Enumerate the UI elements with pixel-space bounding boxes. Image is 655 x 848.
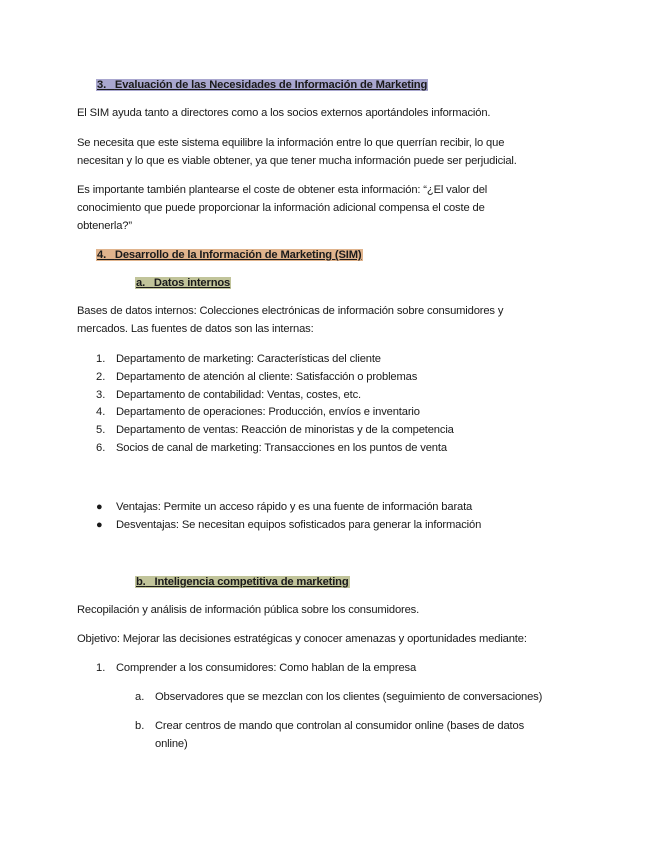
sublist-item: Crear centros de mando que controlan al consumidor online (bases de datos [155,720,525,732]
section-4-heading [96,246,363,264]
paragraph: El SIM ayuda tanto a directores como a los socios externos aportándoles información. [77,107,491,119]
list-number: 2. [96,371,106,383]
paragraph: conocimiento que puede proporcionar la información adicional compensa el coste de [77,202,485,214]
section-4a-heading [135,274,231,292]
section-4a-number: a. [136,277,146,289]
list-item: Departamento de ventas: Reacción de minoristas y de la competencia [116,424,454,436]
paragraph: obtenerla?” [77,220,132,232]
section-4-highlight [96,249,363,261]
paragraph: Es importante también plantearse el coste de obtener esta información: “¿El valor del [77,184,488,196]
bullet-icon: ● [96,501,103,513]
list-item: Ventajas: Permite un acceso rápido y es una fuente de información barata [116,501,473,513]
section-4a-highlight [135,277,231,289]
section-4a-title: Datos internos [153,277,231,289]
section-3-title: Evaluación de las Necesidades de Información de Marketing [114,79,428,91]
sublist-item-continuation: online) [155,738,188,750]
sublist-letter: b. [135,720,145,732]
section-3-highlight [96,79,428,91]
paragraph: Bases de datos internos: Colecciones electrónicas de información sobre consumidores y [77,305,504,317]
list-item: Comprender a los consumidores: Como hablan de la empresa [116,662,417,674]
section-4-title: Desarrollo de la Información de Marketing (SIM) [114,249,362,261]
section-4-number: 4. [97,249,107,261]
list-number: 1. [96,353,106,365]
paragraph: mercados. Las fuentes de datos son las internas: [77,323,314,335]
list-item: Socios de canal de marketing: Transacciones en los puntos de venta [116,442,447,454]
section-4b-title: Inteligencia competitiva de marketing [154,576,349,588]
list-number: 4. [96,406,106,418]
section-3-number: 3. [97,79,107,91]
list-item: Departamento de marketing: Características del cliente [116,353,381,365]
list-number: 1. [96,662,106,674]
list-item: Departamento de operaciones: Producción, envíos e inventario [116,406,420,418]
section-3-heading [96,76,428,94]
paragraph: Recopilación y análisis de información pública sobre los consumidores. [77,604,420,616]
paragraph: Se necesita que este sistema equilibre la información entre lo que querrían recibir, lo que [77,137,505,149]
section-4b-highlight [135,576,350,588]
list-number: 5. [96,424,106,436]
sublist-letter: a. [135,691,145,703]
paragraph: Objetivo: Mejorar las decisiones estratégicas y conocer amenazas y oportunidades mediante: [77,633,527,645]
paragraph: necesitan y lo que es viable obtener, ya que tener mucha información puede ser perjudicial. [77,155,517,167]
list-number: 3. [96,389,106,401]
sublist-item: Observadores que se mezclan con los clientes (seguimiento de conversaciones) [155,691,543,703]
list-item: Desventajas: Se necesitan equipos sofisticados para generar la información [116,519,482,531]
bullet-icon: ● [96,519,103,531]
section-4b-heading [135,573,350,591]
list-item: Departamento de contabilidad: Ventas, costes, etc. [116,389,361,401]
list-number: 6. [96,442,106,454]
section-4b-number: b. [136,576,146,588]
list-item: Departamento de atención al cliente: Satisfacción o problemas [116,371,418,383]
